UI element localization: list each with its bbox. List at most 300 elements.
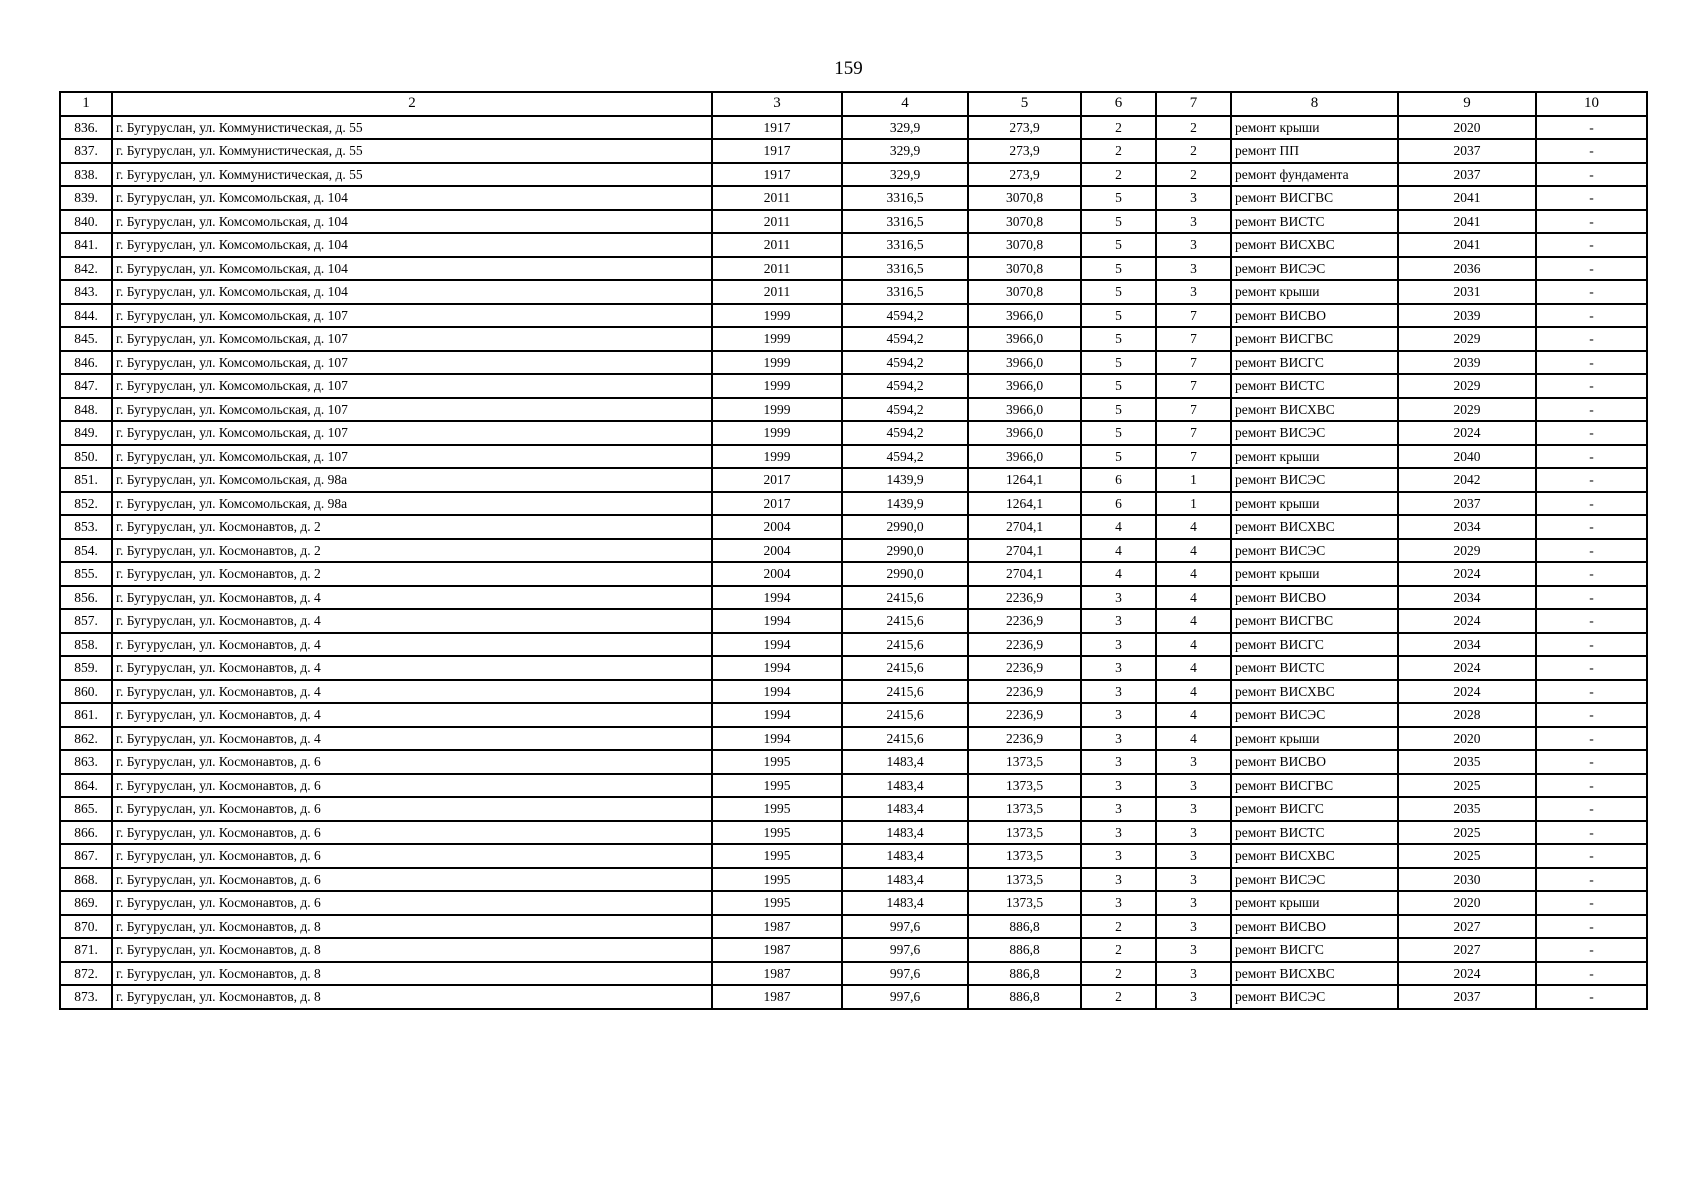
column-header: 10 — [1536, 92, 1647, 116]
address-cell: г. Бугуруслан, ул. Космонавтов, д. 4 — [112, 680, 712, 704]
repair-type-cell: ремонт ВИСВО — [1231, 915, 1398, 939]
repair-type-cell: ремонт ВИСХВС — [1231, 233, 1398, 257]
repair-type-cell: ремонт крыши — [1231, 445, 1398, 469]
living-area-cell: 1264,1 — [968, 468, 1081, 492]
table-row — [60, 562, 1647, 586]
living-area-cell: 2236,9 — [968, 633, 1081, 657]
year-built-cell: 1999 — [712, 398, 842, 422]
address-cell: г. Бугуруслан, ул. Космонавтов, д. 6 — [112, 797, 712, 821]
address-cell: г. Бугуруслан, ул. Космонавтов, д. 8 — [112, 962, 712, 986]
entrances-cell: 4 — [1156, 539, 1231, 563]
planned-year-cell: 2028 — [1398, 703, 1536, 727]
living-area-cell: 2236,9 — [968, 586, 1081, 610]
table-row — [60, 304, 1647, 328]
row-number-cell: 852. — [60, 492, 112, 516]
floors-cell: 5 — [1081, 257, 1156, 281]
note-cell: - — [1536, 445, 1647, 469]
address-cell: г. Бугуруслан, ул. Комсомольская, д. 104 — [112, 280, 712, 304]
planned-year-cell: 2037 — [1398, 492, 1536, 516]
entrances-cell: 3 — [1156, 233, 1231, 257]
year-built-cell: 1917 — [712, 163, 842, 187]
row-number-cell: 839. — [60, 186, 112, 210]
floors-cell: 2 — [1081, 116, 1156, 140]
repair-type-cell: ремонт ВИСХВС — [1231, 844, 1398, 868]
living-area-cell: 3070,8 — [968, 257, 1081, 281]
address-cell: г. Бугуруслан, ул. Коммунистическая, д. 55 — [112, 116, 712, 140]
address-cell: г. Бугуруслан, ул. Комсомольская, д. 104 — [112, 210, 712, 234]
address-cell: г. Бугуруслан, ул. Комсомольская, д. 107 — [112, 351, 712, 375]
column-header: 5 — [968, 92, 1081, 116]
living-area-cell: 2704,1 — [968, 515, 1081, 539]
planned-year-cell: 2024 — [1398, 962, 1536, 986]
floors-cell: 2 — [1081, 139, 1156, 163]
address-cell: г. Бугуруслан, ул. Комсомольская, д. 98а — [112, 492, 712, 516]
note-cell: - — [1536, 680, 1647, 704]
total-area-cell: 997,6 — [842, 962, 968, 986]
entrances-cell: 3 — [1156, 750, 1231, 774]
floors-cell: 2 — [1081, 985, 1156, 1009]
total-area-cell: 1483,4 — [842, 844, 968, 868]
living-area-cell: 1373,5 — [968, 750, 1081, 774]
year-built-cell: 1994 — [712, 727, 842, 751]
address-cell: г. Бугуруслан, ул. Комсомольская, д. 104 — [112, 257, 712, 281]
row-number-cell: 850. — [60, 445, 112, 469]
address-cell: г. Бугуруслан, ул. Космонавтов, д. 6 — [112, 868, 712, 892]
year-built-cell: 2011 — [712, 257, 842, 281]
entrances-cell: 1 — [1156, 492, 1231, 516]
floors-cell: 5 — [1081, 186, 1156, 210]
planned-year-cell: 2027 — [1398, 938, 1536, 962]
repair-type-cell: ремонт ВИСГС — [1231, 633, 1398, 657]
entrances-cell: 3 — [1156, 186, 1231, 210]
address-cell: г. Бугуруслан, ул. Комсомольская, д. 107 — [112, 421, 712, 445]
repair-type-cell: ремонт ВИСХВС — [1231, 962, 1398, 986]
year-built-cell: 2004 — [712, 562, 842, 586]
total-area-cell: 2415,6 — [842, 680, 968, 704]
table-row — [60, 633, 1647, 657]
entrances-cell: 7 — [1156, 351, 1231, 375]
repair-type-cell: ремонт ВИСХВС — [1231, 515, 1398, 539]
living-area-cell: 886,8 — [968, 938, 1081, 962]
table-row — [60, 680, 1647, 704]
living-area-cell: 886,8 — [968, 985, 1081, 1009]
planned-year-cell: 2041 — [1398, 186, 1536, 210]
floors-cell: 3 — [1081, 797, 1156, 821]
floors-cell: 5 — [1081, 374, 1156, 398]
floors-cell: 3 — [1081, 891, 1156, 915]
entrances-cell: 4 — [1156, 727, 1231, 751]
planned-year-cell: 2036 — [1398, 257, 1536, 281]
total-area-cell: 1439,9 — [842, 492, 968, 516]
note-cell: - — [1536, 868, 1647, 892]
repair-type-cell: ремонт ВИСГС — [1231, 797, 1398, 821]
table-row — [60, 233, 1647, 257]
note-cell: - — [1536, 327, 1647, 351]
note-cell: - — [1536, 421, 1647, 445]
total-area-cell: 1483,4 — [842, 891, 968, 915]
table-row — [60, 821, 1647, 845]
address-cell: г. Бугуруслан, ул. Космонавтов, д. 6 — [112, 774, 712, 798]
row-number-cell: 865. — [60, 797, 112, 821]
row-number-cell: 856. — [60, 586, 112, 610]
address-cell: г. Бугуруслан, ул. Космонавтов, д. 4 — [112, 656, 712, 680]
entrances-cell: 3 — [1156, 985, 1231, 1009]
note-cell: - — [1536, 280, 1647, 304]
table-row — [60, 421, 1647, 445]
planned-year-cell: 2041 — [1398, 210, 1536, 234]
floors-cell: 2 — [1081, 962, 1156, 986]
note-cell: - — [1536, 398, 1647, 422]
table-row — [60, 844, 1647, 868]
note-cell: - — [1536, 609, 1647, 633]
note-cell: - — [1536, 891, 1647, 915]
total-area-cell: 1483,4 — [842, 797, 968, 821]
repair-type-cell: ремонт крыши — [1231, 492, 1398, 516]
planned-year-cell: 2027 — [1398, 915, 1536, 939]
note-cell: - — [1536, 938, 1647, 962]
planned-year-cell: 2025 — [1398, 844, 1536, 868]
entrances-cell: 3 — [1156, 257, 1231, 281]
planned-year-cell: 2035 — [1398, 797, 1536, 821]
repair-type-cell: ремонт ВИСЭС — [1231, 703, 1398, 727]
entrances-cell: 3 — [1156, 797, 1231, 821]
total-area-cell: 329,9 — [842, 163, 968, 187]
planned-year-cell: 2040 — [1398, 445, 1536, 469]
repair-type-cell: ремонт крыши — [1231, 891, 1398, 915]
floors-cell: 5 — [1081, 398, 1156, 422]
note-cell: - — [1536, 374, 1647, 398]
note-cell: - — [1536, 774, 1647, 798]
living-area-cell: 3070,8 — [968, 186, 1081, 210]
planned-year-cell: 2024 — [1398, 421, 1536, 445]
floors-cell: 5 — [1081, 351, 1156, 375]
repair-type-cell: ремонт ВИСТС — [1231, 374, 1398, 398]
table-row — [60, 515, 1647, 539]
total-area-cell: 2990,0 — [842, 539, 968, 563]
planned-year-cell: 2025 — [1398, 774, 1536, 798]
entrances-cell: 7 — [1156, 445, 1231, 469]
table-body — [60, 116, 1647, 1009]
address-cell: г. Бугуруслан, ул. Коммунистическая, д. 55 — [112, 139, 712, 163]
planned-year-cell: 2024 — [1398, 609, 1536, 633]
row-number-cell: 841. — [60, 233, 112, 257]
year-built-cell: 1994 — [712, 586, 842, 610]
table-row — [60, 774, 1647, 798]
year-built-cell: 2017 — [712, 468, 842, 492]
planned-year-cell: 2020 — [1398, 727, 1536, 751]
year-built-cell: 1999 — [712, 374, 842, 398]
living-area-cell: 273,9 — [968, 116, 1081, 140]
table-row — [60, 609, 1647, 633]
repair-type-cell: ремонт крыши — [1231, 280, 1398, 304]
address-cell: г. Бугуруслан, ул. Космонавтов, д. 2 — [112, 562, 712, 586]
note-cell: - — [1536, 539, 1647, 563]
repair-type-cell: ремонт ВИСТС — [1231, 656, 1398, 680]
repair-type-cell: ремонт крыши — [1231, 116, 1398, 140]
entrances-cell: 3 — [1156, 210, 1231, 234]
year-built-cell: 1987 — [712, 985, 842, 1009]
entrances-cell: 7 — [1156, 374, 1231, 398]
note-cell: - — [1536, 633, 1647, 657]
planned-year-cell: 2029 — [1398, 398, 1536, 422]
entrances-cell: 2 — [1156, 163, 1231, 187]
year-built-cell: 1917 — [712, 116, 842, 140]
year-built-cell: 1987 — [712, 962, 842, 986]
address-cell: г. Бугуруслан, ул. Космонавтов, д. 4 — [112, 586, 712, 610]
repair-type-cell: ремонт ВИСЭС — [1231, 421, 1398, 445]
floors-cell: 3 — [1081, 680, 1156, 704]
planned-year-cell: 2041 — [1398, 233, 1536, 257]
planned-year-cell: 2029 — [1398, 374, 1536, 398]
repair-type-cell: ремонт ВИСЭС — [1231, 985, 1398, 1009]
total-area-cell: 1483,4 — [842, 821, 968, 845]
floors-cell: 4 — [1081, 539, 1156, 563]
address-cell: г. Бугуруслан, ул. Космонавтов, д. 6 — [112, 750, 712, 774]
living-area-cell: 2704,1 — [968, 562, 1081, 586]
address-cell: г. Бугуруслан, ул. Космонавтов, д. 8 — [112, 938, 712, 962]
year-built-cell: 1994 — [712, 609, 842, 633]
total-area-cell: 4594,2 — [842, 351, 968, 375]
year-built-cell: 1995 — [712, 868, 842, 892]
repair-type-cell: ремонт ВИСВО — [1231, 586, 1398, 610]
entrances-cell: 4 — [1156, 633, 1231, 657]
repair-type-cell: ремонт крыши — [1231, 727, 1398, 751]
living-area-cell: 1264,1 — [968, 492, 1081, 516]
year-built-cell: 1995 — [712, 797, 842, 821]
table-row — [60, 327, 1647, 351]
floors-cell: 6 — [1081, 492, 1156, 516]
planned-year-cell: 2039 — [1398, 351, 1536, 375]
repair-type-cell: ремонт ВИСГВС — [1231, 774, 1398, 798]
address-cell: г. Бугуруслан, ул. Комсомольская, д. 107 — [112, 327, 712, 351]
address-cell: г. Бугуруслан, ул. Комсомольская, д. 107 — [112, 304, 712, 328]
row-number-cell: 849. — [60, 421, 112, 445]
row-number-cell: 862. — [60, 727, 112, 751]
row-number-cell: 855. — [60, 562, 112, 586]
living-area-cell: 3966,0 — [968, 327, 1081, 351]
row-number-cell: 868. — [60, 868, 112, 892]
year-built-cell: 2011 — [712, 186, 842, 210]
entrances-cell: 1 — [1156, 468, 1231, 492]
planned-year-cell: 2037 — [1398, 163, 1536, 187]
total-area-cell: 4594,2 — [842, 327, 968, 351]
year-built-cell: 1995 — [712, 750, 842, 774]
table-row — [60, 468, 1647, 492]
entrances-cell: 3 — [1156, 868, 1231, 892]
column-header: 8 — [1231, 92, 1398, 116]
note-cell: - — [1536, 656, 1647, 680]
note-cell: - — [1536, 586, 1647, 610]
total-area-cell: 997,6 — [842, 985, 968, 1009]
floors-cell: 5 — [1081, 327, 1156, 351]
table-row — [60, 586, 1647, 610]
entrances-cell: 4 — [1156, 656, 1231, 680]
note-cell: - — [1536, 515, 1647, 539]
note-cell: - — [1536, 186, 1647, 210]
row-number-cell: 836. — [60, 116, 112, 140]
column-header: 9 — [1398, 92, 1536, 116]
note-cell: - — [1536, 844, 1647, 868]
table-row — [60, 186, 1647, 210]
row-number-cell: 846. — [60, 351, 112, 375]
entrances-cell: 4 — [1156, 703, 1231, 727]
row-number-cell: 844. — [60, 304, 112, 328]
planned-year-cell: 2024 — [1398, 562, 1536, 586]
table-row — [60, 280, 1647, 304]
repair-type-cell: ремонт ВИСХВС — [1231, 398, 1398, 422]
living-area-cell: 3966,0 — [968, 445, 1081, 469]
table-row — [60, 492, 1647, 516]
living-area-cell: 3966,0 — [968, 374, 1081, 398]
row-number-cell: 859. — [60, 656, 112, 680]
total-area-cell: 4594,2 — [842, 398, 968, 422]
row-number-cell: 847. — [60, 374, 112, 398]
table-row — [60, 257, 1647, 281]
total-area-cell: 2990,0 — [842, 562, 968, 586]
row-number-cell: 869. — [60, 891, 112, 915]
living-area-cell: 2704,1 — [968, 539, 1081, 563]
year-built-cell: 1999 — [712, 304, 842, 328]
living-area-cell: 3070,8 — [968, 233, 1081, 257]
entrances-cell: 4 — [1156, 609, 1231, 633]
total-area-cell: 3316,5 — [842, 210, 968, 234]
total-area-cell: 2415,6 — [842, 633, 968, 657]
living-area-cell: 886,8 — [968, 962, 1081, 986]
repair-type-cell: ремонт ВИСГС — [1231, 351, 1398, 375]
repair-type-cell: ремонт ПП — [1231, 139, 1398, 163]
table-row — [60, 727, 1647, 751]
floors-cell: 6 — [1081, 468, 1156, 492]
repair-type-cell: ремонт ВИСХВС — [1231, 680, 1398, 704]
year-built-cell: 1999 — [712, 421, 842, 445]
floors-cell: 3 — [1081, 750, 1156, 774]
note-cell: - — [1536, 492, 1647, 516]
table-row — [60, 210, 1647, 234]
row-number-cell: 838. — [60, 163, 112, 187]
row-number-cell: 861. — [60, 703, 112, 727]
note-cell: - — [1536, 210, 1647, 234]
table-row — [60, 891, 1647, 915]
address-cell: г. Бугуруслан, ул. Космонавтов, д. 6 — [112, 844, 712, 868]
living-area-cell: 1373,5 — [968, 844, 1081, 868]
row-number-cell: 871. — [60, 938, 112, 962]
entrances-cell: 2 — [1156, 116, 1231, 140]
column-header: 1 — [60, 92, 112, 116]
entrances-cell: 4 — [1156, 515, 1231, 539]
repair-type-cell: ремонт ВИСЭС — [1231, 257, 1398, 281]
note-cell: - — [1536, 962, 1647, 986]
entrances-cell: 3 — [1156, 821, 1231, 845]
column-header: 2 — [112, 92, 712, 116]
address-cell: г. Бугуруслан, ул. Космонавтов, д. 4 — [112, 609, 712, 633]
repair-type-cell: ремонт ВИСЭС — [1231, 468, 1398, 492]
year-built-cell: 1995 — [712, 821, 842, 845]
planned-year-cell: 2037 — [1398, 985, 1536, 1009]
entrances-cell: 7 — [1156, 304, 1231, 328]
year-built-cell: 1987 — [712, 938, 842, 962]
repair-type-cell: ремонт ВИСТС — [1231, 821, 1398, 845]
year-built-cell: 1987 — [712, 915, 842, 939]
table-row — [60, 351, 1647, 375]
floors-cell: 3 — [1081, 821, 1156, 845]
total-area-cell: 997,6 — [842, 938, 968, 962]
entrances-cell: 4 — [1156, 562, 1231, 586]
table-row — [60, 445, 1647, 469]
table-row — [60, 374, 1647, 398]
floors-cell: 2 — [1081, 938, 1156, 962]
planned-year-cell: 2029 — [1398, 539, 1536, 563]
table-row — [60, 116, 1647, 140]
floors-cell: 3 — [1081, 656, 1156, 680]
address-cell: г. Бугуруслан, ул. Космонавтов, д. 4 — [112, 703, 712, 727]
living-area-cell: 3070,8 — [968, 210, 1081, 234]
note-cell: - — [1536, 257, 1647, 281]
year-built-cell: 2004 — [712, 539, 842, 563]
address-cell: г. Бугуруслан, ул. Комсомольская, д. 107 — [112, 398, 712, 422]
floors-cell: 3 — [1081, 586, 1156, 610]
floors-cell: 3 — [1081, 868, 1156, 892]
year-built-cell: 1999 — [712, 327, 842, 351]
column-header: 4 — [842, 92, 968, 116]
repair-type-cell: ремонт крыши — [1231, 562, 1398, 586]
note-cell: - — [1536, 797, 1647, 821]
note-cell: - — [1536, 468, 1647, 492]
row-number-cell: 842. — [60, 257, 112, 281]
floors-cell: 3 — [1081, 844, 1156, 868]
row-number-cell: 845. — [60, 327, 112, 351]
planned-year-cell: 2020 — [1398, 891, 1536, 915]
row-number-cell: 853. — [60, 515, 112, 539]
row-number-cell: 854. — [60, 539, 112, 563]
row-number-cell: 873. — [60, 985, 112, 1009]
year-built-cell: 1995 — [712, 774, 842, 798]
living-area-cell: 1373,5 — [968, 821, 1081, 845]
entrances-cell: 3 — [1156, 938, 1231, 962]
planned-year-cell: 2029 — [1398, 327, 1536, 351]
table-row — [60, 962, 1647, 986]
planned-year-cell: 2020 — [1398, 116, 1536, 140]
column-header: 3 — [712, 92, 842, 116]
planned-year-cell: 2034 — [1398, 586, 1536, 610]
repair-type-cell: ремонт ВИСВО — [1231, 304, 1398, 328]
row-number-cell: 843. — [60, 280, 112, 304]
row-number-cell: 848. — [60, 398, 112, 422]
table-row — [60, 398, 1647, 422]
row-number-cell: 866. — [60, 821, 112, 845]
address-cell: г. Бугуруслан, ул. Комсомольская, д. 107 — [112, 374, 712, 398]
total-area-cell: 3316,5 — [842, 257, 968, 281]
planned-year-cell: 2037 — [1398, 139, 1536, 163]
living-area-cell: 1373,5 — [968, 774, 1081, 798]
address-cell: г. Бугуруслан, ул. Космонавтов, д. 6 — [112, 891, 712, 915]
address-cell: г. Бугуруслан, ул. Комсомольская, д. 104 — [112, 186, 712, 210]
living-area-cell: 2236,9 — [968, 680, 1081, 704]
floors-cell: 4 — [1081, 515, 1156, 539]
table-row — [60, 656, 1647, 680]
total-area-cell: 997,6 — [842, 915, 968, 939]
address-cell: г. Бугуруслан, ул. Комсомольская, д. 104 — [112, 233, 712, 257]
floors-cell: 3 — [1081, 774, 1156, 798]
year-built-cell: 2017 — [712, 492, 842, 516]
repair-type-cell: ремонт фундамента — [1231, 163, 1398, 187]
note-cell: - — [1536, 703, 1647, 727]
note-cell: - — [1536, 139, 1647, 163]
planned-year-cell: 2030 — [1398, 868, 1536, 892]
planned-year-cell: 2034 — [1398, 633, 1536, 657]
repair-type-cell: ремонт ВИСГВС — [1231, 186, 1398, 210]
year-built-cell: 1995 — [712, 891, 842, 915]
total-area-cell: 4594,2 — [842, 374, 968, 398]
